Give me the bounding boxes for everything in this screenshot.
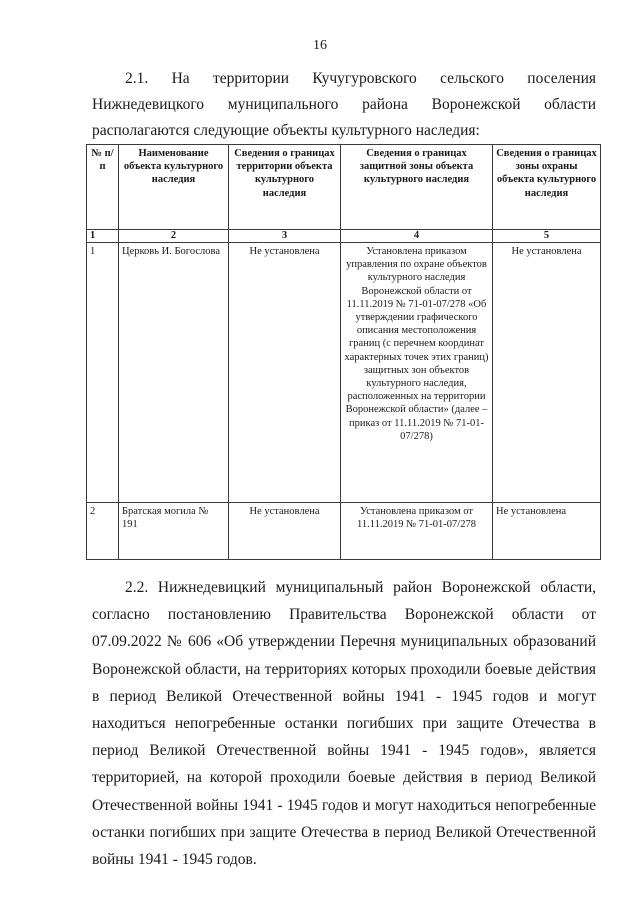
table-row — [87, 243, 601, 503]
header-protection-zone: Сведения о границах зоны охраны объекта культурного наследия — [493, 145, 601, 230]
column-number-row — [87, 230, 601, 243]
row-territory: Не установлена — [229, 503, 341, 560]
heritage-objects-table — [86, 144, 601, 560]
row-protective-zone: Установлена приказом управления по охране объектов культурного наследия Воронежской области от 11.11.2019 № 71-01-07/278 «Об утверждении графического описания местоположения границ (с перечнем координат характерных точек этих границ) защитных зон объектов культурного наследия, расположенных на территории Воронежской области» (далее – приказ от 11.11.2019 № 71-01-07/278) — [341, 243, 493, 503]
table-row — [87, 503, 601, 560]
header-number: № п/п — [87, 145, 119, 230]
column-number: 2 — [119, 230, 229, 243]
intro-paragraph: 2.1. На территории Кучугуровского сельского поселения Нижнедевицкого муниципального района Воронежской области располагаются следующие объекты культурного наследия: — [92, 70, 596, 139]
row-protection-zone: Не установлена — [493, 243, 601, 503]
row-object-name: Церковь И. Богослова — [119, 243, 229, 503]
header-territory: Сведения о границах территории объекта культурного наследия — [229, 145, 341, 230]
row-territory: Не установлена — [229, 243, 341, 503]
row-protective-zone: Установлена приказом от 11.11.2019 № 71-01-07/278 — [341, 503, 493, 560]
section-2-2-paragraph: 2.2. Нижнедевицкий муниципальный район Воронежской области, согласно постановлению Правительства Воронежской области от 07.09.2022 № 606 «Об утверждении Перечня муниципальных образований Воронежской области, на территориях которых проходили боевые действия в период Великой Отечественной войны 1941 - 1945 годов и могут находиться непогребенные останки погибших при защите Отечества в период Великой Отечественной войны 1941 - 1945 годов», является территорией, на которой проходили боевые действия в период Великой Отечественной войны 1941 - 1945 годов и могут находиться непогребенные останки погибших при защите Отечества в период Великой Отечественной войны 1941 - 1945 годов. — [92, 579, 596, 869]
row-protection-zone: Не установлена — [493, 503, 601, 560]
row-object-name: Братская могила № 191 — [119, 503, 229, 560]
row-number: 2 — [87, 503, 119, 560]
header-protective-zone: Сведения о границах защитной зоны объекта культурного наследия — [341, 145, 493, 230]
column-number: 1 — [87, 230, 119, 243]
column-number: 4 — [341, 230, 493, 243]
column-number: 3 — [229, 230, 341, 243]
column-number: 5 — [493, 230, 601, 243]
page-number: 16 — [313, 38, 327, 53]
table-header-row — [87, 145, 601, 230]
row-number: 1 — [87, 243, 119, 503]
header-name: Наименование объекта культурного наследия — [119, 145, 229, 230]
